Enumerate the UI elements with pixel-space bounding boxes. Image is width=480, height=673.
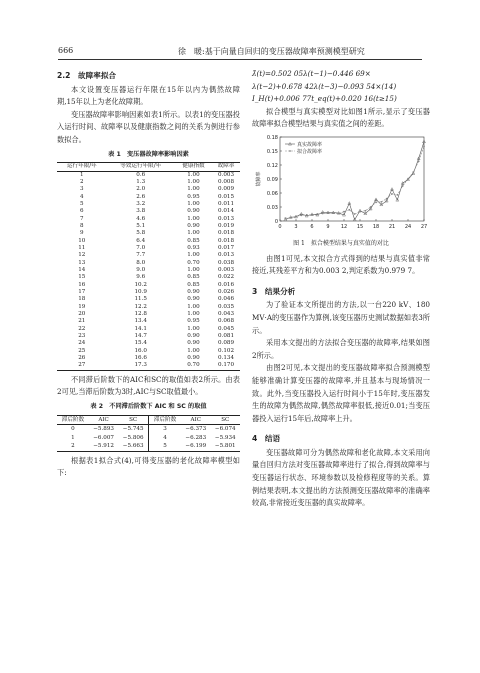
table-header-cell: AIC — [98, 416, 109, 423]
table-cell: 0.008 — [218, 178, 235, 185]
data-point — [370, 206, 372, 208]
table-cell: 0.70 — [187, 259, 200, 266]
table-cell: 0.90 — [187, 222, 200, 229]
table-cell: 0.85 — [187, 274, 200, 281]
table-cell: 0.015 — [218, 193, 235, 200]
table-cell: 6.4 — [136, 237, 146, 244]
x-tick-label: 15 — [356, 223, 364, 230]
paragraph: 本文设置变压器运行年限在15年以内为偶然故障期,15年以上为老化故障期。 — [57, 84, 240, 107]
table-cell: 7.7 — [136, 252, 146, 259]
table-header-cell: 运行年限/年 — [66, 163, 97, 170]
table-cell: 14.1 — [134, 325, 147, 332]
table-row — [57, 318, 240, 325]
table-cell: 21 — [78, 318, 86, 325]
table-cell: 0.014 — [218, 208, 235, 215]
table-cell: 0.026 — [218, 289, 235, 295]
table-cell: 0.90 — [187, 296, 200, 303]
table-header-cell: AIC — [190, 416, 202, 423]
figure-1-caption: 图 1 拟合模型结果与真实值的对比 — [293, 239, 389, 247]
table-row — [57, 355, 240, 362]
table-cell: 0.003 — [218, 171, 235, 178]
table-cell: 0.95 — [187, 193, 200, 200]
table-cell: 9.6 — [136, 274, 146, 281]
table-cell: 1.00 — [187, 230, 200, 237]
table-cell: 5 — [148, 442, 181, 451]
table-cell: 1.00 — [187, 178, 200, 185]
table-cell: 0.134 — [218, 355, 235, 362]
table-row — [57, 186, 240, 193]
table-cell: 1.00 — [187, 303, 200, 310]
table-cell: 0.95 — [187, 318, 200, 325]
table-row — [57, 282, 240, 289]
table-cell: 0.90 — [187, 333, 200, 340]
paragraph: 根据表1拟合式(4),可得变压器的老化故障率模型如下: — [57, 455, 240, 478]
table-cell: 0.85 — [187, 281, 200, 288]
table-cell: 10.2 — [134, 281, 147, 288]
data-point — [380, 201, 382, 203]
data-point — [391, 193, 393, 195]
right-column — [252, 68, 430, 510]
x-tick-label: 6 — [310, 223, 314, 230]
table-header-cell: 滞后阶数 — [148, 415, 181, 425]
table-cell: 4 — [148, 434, 181, 443]
data-point — [322, 213, 324, 215]
table-cell: 12.2 — [134, 303, 147, 310]
table-cell: 4.6 — [136, 215, 146, 222]
table-cell: 1.00 — [187, 252, 200, 259]
table-cell: 0.102 — [218, 347, 235, 354]
x-tick-label: 9 — [326, 223, 330, 230]
table-cell: 0.022 — [218, 274, 235, 281]
paragraph: 变压器故障可分为偶然故障和老化故障,本文采用向量自回归方法对变压器故障率进行了拟合,得到故障率与变压器运行状态、环境参数以及检修程度等的关系。算例结果表明,本文提出的方法预测变压器故障率的准确率较高,非常接近变压器的真实故障率。 — [252, 447, 430, 508]
table-cell: 9.0 — [136, 266, 146, 273]
table-cell: 0.170 — [218, 362, 235, 369]
table-cell: 17.3 — [134, 362, 147, 369]
table-cell: 0.90 — [187, 355, 200, 362]
y-tick-label: 0.06 — [266, 190, 278, 197]
data-point — [284, 217, 286, 219]
data-point — [338, 213, 340, 215]
table-cell: 8.0 — [136, 259, 146, 266]
table-cell: 0.90 — [187, 289, 200, 295]
table-header-cell: 等效运行年限/年 — [120, 163, 162, 170]
section-4-title: 4 结语 — [252, 434, 281, 444]
table-cell: 2.0 — [136, 186, 146, 193]
table-cell: 24 — [78, 340, 86, 347]
section-3-title: 3 结果分析 — [252, 286, 296, 296]
table-cell: 0.089 — [218, 340, 235, 347]
table-cell: 27 — [78, 362, 86, 369]
table-cell: 13.4 — [134, 318, 147, 325]
y-tick-label: 0.12 — [266, 162, 278, 169]
data-point — [364, 210, 366, 212]
table-cell: 3.2 — [136, 200, 146, 207]
table-cell: 0.93 — [187, 244, 200, 251]
y-tick-label: 0.18 — [266, 134, 278, 141]
table-cell: −5.806 — [122, 434, 144, 441]
table-row — [57, 216, 240, 223]
table-cell: 2 — [71, 443, 75, 450]
y-tick-label: 0.15 — [266, 148, 278, 155]
x-tick-label: 18 — [372, 223, 380, 230]
y-tick-label: 0.09 — [266, 176, 278, 183]
table-cell: 0.045 — [218, 325, 235, 332]
table-cell: 0.081 — [218, 333, 235, 340]
table-cell: −5.934 — [214, 434, 236, 441]
table-row — [57, 442, 240, 451]
table-cell: 1.00 — [187, 215, 200, 222]
table-row — [57, 311, 240, 318]
data-point — [412, 171, 414, 173]
x-tick-label: 21 — [388, 223, 396, 230]
table-cell: −6.199 — [185, 443, 207, 450]
table-row — [57, 245, 240, 252]
table-cell: 16.0 — [134, 347, 147, 354]
table-cell: −5.893 — [93, 426, 114, 433]
x-tick-label: 0 — [278, 223, 282, 230]
table-cell: 5 — [80, 200, 84, 207]
table-cell: 0.85 — [187, 237, 200, 244]
table-cell: −6.373 — [185, 426, 207, 433]
paragraph: 采用本文提出的方法拟合变压器的故障率,结果如图2所示。 — [252, 338, 430, 360]
table-cell: 0.003 — [218, 266, 235, 273]
data-point — [343, 211, 345, 213]
figure-1-chart — [252, 133, 430, 237]
table-cell: 0.019 — [218, 222, 235, 229]
x-tick-label: 27 — [420, 223, 428, 230]
table-row — [57, 238, 240, 245]
table-cell: 14 — [78, 266, 86, 273]
table-row — [57, 179, 240, 186]
data-point — [332, 212, 334, 214]
table-row — [57, 201, 240, 208]
paragraph: 变压器故障率影响因素如表1所示。以表1的变压器投入运行时间、故障率以及健康指数之间的关系为例进行参数拟合。 — [57, 109, 240, 144]
data-point — [306, 214, 308, 216]
paragraph: 为了验证本文所提出的方法,以一台220 kV、180 MV·A的变压器作为算例,该变压器历史测试数据如表3所示。 — [252, 300, 430, 335]
table-header-cell: 健康指数 — [182, 163, 205, 170]
table-cell: −5.663 — [122, 443, 144, 450]
equation-line: I_H(t)+0.006 77t_eq(t)+0.020 16(t≥15) — [252, 94, 397, 104]
table-row — [57, 326, 240, 333]
table1 — [57, 162, 240, 371]
paragraph: 由图2可见,本文提出的变压器故障率拟合预测模型能够准确计算变压器的故障率,并且基本与现场情况一致。此外,当变压器投入运行时间小于15年时,变压器发生的故障为偶然故障,偶然故障率很低,接近0.01;当变压器投入运行15年后,故障率上升。 — [252, 363, 430, 423]
table-cell: 1.00 — [187, 311, 200, 318]
table-cell: 7.0 — [136, 244, 146, 251]
table-cell: 0.6 — [136, 171, 146, 178]
data-point — [290, 217, 292, 219]
table-cell: 0.90 — [187, 340, 200, 347]
x-tick-label: 24 — [404, 223, 412, 230]
table-cell: 13 — [78, 259, 86, 266]
table-row — [57, 194, 240, 201]
data-point — [423, 145, 425, 147]
table-cell: 18 — [78, 296, 86, 303]
table-row — [57, 274, 240, 281]
table-row — [57, 289, 240, 296]
table-row — [57, 434, 240, 443]
data-point — [402, 185, 404, 187]
table-cell: 7 — [80, 215, 84, 222]
running-title: 徐 暖:基于向量自回归的变压器故障率预测模型研究 — [178, 47, 365, 56]
table1-caption: 表 1 变压器故障率影响因素 — [108, 150, 189, 158]
x-tick-label: 3 — [294, 223, 298, 230]
table-cell: 25 — [78, 347, 86, 354]
table-cell: 0.011 — [218, 200, 235, 207]
table-cell: 14.7 — [134, 333, 147, 340]
table-row — [57, 260, 240, 267]
table-cell: 10 — [78, 237, 86, 244]
table-cell: −5.801 — [214, 443, 236, 450]
table-cell: 17 — [78, 289, 86, 295]
data-point — [375, 201, 377, 203]
table-header-cell: SC — [129, 416, 138, 423]
table2-caption: 表 2 不同滞后阶数下 AIC 和 SC 的取值 — [90, 402, 207, 410]
table-row — [57, 267, 240, 274]
table-cell: 22 — [78, 325, 86, 332]
chart-svg — [252, 133, 430, 237]
table-cell: 15 — [78, 274, 86, 281]
table-cell: 0.013 — [218, 252, 235, 259]
data-point — [418, 160, 420, 162]
table-cell: 0.017 — [218, 244, 235, 251]
table-cell: 1.3 — [136, 178, 146, 185]
table-cell: 1.00 — [187, 186, 200, 193]
table-cell: 16.6 — [134, 355, 147, 362]
table-cell: 10.9 — [134, 289, 147, 295]
table-row — [57, 171, 240, 179]
legend-label: 真实故障率 — [297, 141, 323, 148]
table-cell: 12 — [78, 252, 86, 259]
table-header-cell: SC — [221, 416, 230, 423]
table-cell: 5.8 — [136, 230, 146, 237]
table-cell: −6.007 — [93, 434, 114, 441]
table2 — [57, 415, 240, 452]
table-cell: 26 — [78, 355, 86, 362]
data-point — [316, 213, 318, 215]
section-2-2-title: 2.2 故障率拟合 — [57, 71, 117, 80]
paragraph: 不同滞后阶数下的AIC和SC的取值如表2所示。由表2可见,当滞后阶数为3时,AIC与SC取值最小。 — [57, 374, 240, 397]
paragraph: 由图1可见,本文拟合方式得到的结果与真实值非常接近,其残差平方和为0.003 2,判定系数为0.979 7。 — [252, 253, 430, 276]
data-point — [386, 198, 388, 200]
paragraph: 拟合模型与真实模型对比如图1所示,显示了变压器故障率拟合模型结果与真实值之间的差距。 — [252, 106, 430, 129]
table-row — [57, 208, 240, 215]
table-cell: 12.8 — [134, 311, 147, 318]
table-row — [57, 348, 240, 355]
running-header — [58, 46, 422, 60]
table-cell: 0.90 — [187, 208, 200, 215]
data-point — [311, 214, 313, 216]
table-cell: −5.912 — [93, 443, 114, 450]
table-row — [57, 230, 240, 237]
table-cell: 3.8 — [136, 208, 146, 215]
table-cell: 1.00 — [187, 347, 200, 354]
page-number: 666 — [58, 46, 74, 55]
table-cell: 11.5 — [134, 296, 147, 303]
data-point — [396, 194, 398, 196]
table-cell: 5.1 — [136, 222, 146, 229]
table-cell: 11 — [78, 244, 86, 251]
table-cell: 0.70 — [187, 362, 200, 369]
header-rule — [58, 59, 422, 60]
table-cell: 6 — [80, 208, 84, 215]
table-row — [57, 252, 240, 259]
legend-marker — [289, 150, 291, 152]
table-cell: 8 — [80, 222, 84, 229]
table-cell: 9 — [80, 230, 84, 237]
table-cell: 0.043 — [218, 311, 235, 318]
table-cell: 3 — [148, 425, 181, 434]
data-point — [348, 209, 350, 211]
data-point — [300, 214, 302, 216]
table-cell: 23 — [78, 333, 86, 340]
left-column — [57, 68, 240, 480]
table-cell: 3 — [80, 186, 84, 193]
table-cell: −5.745 — [122, 426, 144, 433]
table-cell: 1 — [80, 171, 84, 178]
table-row — [57, 362, 240, 370]
data-point — [295, 215, 297, 217]
table-cell: 0.018 — [218, 230, 235, 237]
table-row — [57, 223, 240, 230]
table-cell: 4 — [80, 193, 84, 200]
data-point — [359, 211, 361, 213]
table-cell: 1.00 — [187, 266, 200, 273]
table-cell: 2.6 — [136, 193, 146, 200]
table-row — [57, 340, 240, 347]
table-row — [57, 333, 240, 340]
table-cell: 1.00 — [187, 325, 200, 332]
table-cell: 0.068 — [218, 318, 235, 325]
table-cell: 16 — [78, 281, 86, 288]
y-tick-label: 0 — [274, 218, 278, 225]
data-point — [407, 178, 409, 180]
table-cell: 0.013 — [218, 215, 235, 222]
table-header-cell: 故障率 — [217, 163, 235, 170]
equation-line: λ(t−2)+0.678 42λ(t−3)−0.093 54×(14) — [252, 81, 397, 91]
data-point — [327, 212, 329, 214]
table-cell: −6.074 — [214, 426, 236, 433]
table-cell: 0.016 — [218, 281, 235, 288]
table-cell: 0 — [71, 426, 75, 433]
x-tick-label: 12 — [340, 223, 348, 230]
legend-label: 拟合故障率 — [297, 148, 323, 155]
table-cell: 0.038 — [218, 259, 235, 266]
table-cell: 15.4 — [134, 340, 147, 347]
table-cell: −6.283 — [185, 434, 207, 441]
y-axis-label: 故障率 — [256, 171, 262, 187]
y-tick-label: 0.03 — [266, 204, 278, 211]
table-cell: 0.009 — [218, 186, 235, 193]
table-cell: 0.046 — [218, 296, 235, 303]
table-cell: 20 — [78, 311, 86, 318]
table-cell: 1.00 — [187, 171, 200, 178]
table-row — [57, 296, 240, 303]
table-row — [57, 304, 240, 311]
table-header-cell: 滞后阶数 — [61, 416, 85, 423]
table-cell: 2 — [80, 178, 84, 185]
table-cell: 1 — [71, 434, 75, 441]
table-cell: 0.035 — [218, 303, 235, 310]
equation-line: λ̂(t)=0.502 05λ(t−1)−0.446 69× — [252, 69, 371, 78]
table-cell: 19 — [78, 303, 86, 310]
table-cell: 0.018 — [218, 237, 235, 244]
table-cell: 1.00 — [187, 200, 200, 207]
table-row — [57, 425, 240, 434]
data-point — [354, 213, 356, 215]
